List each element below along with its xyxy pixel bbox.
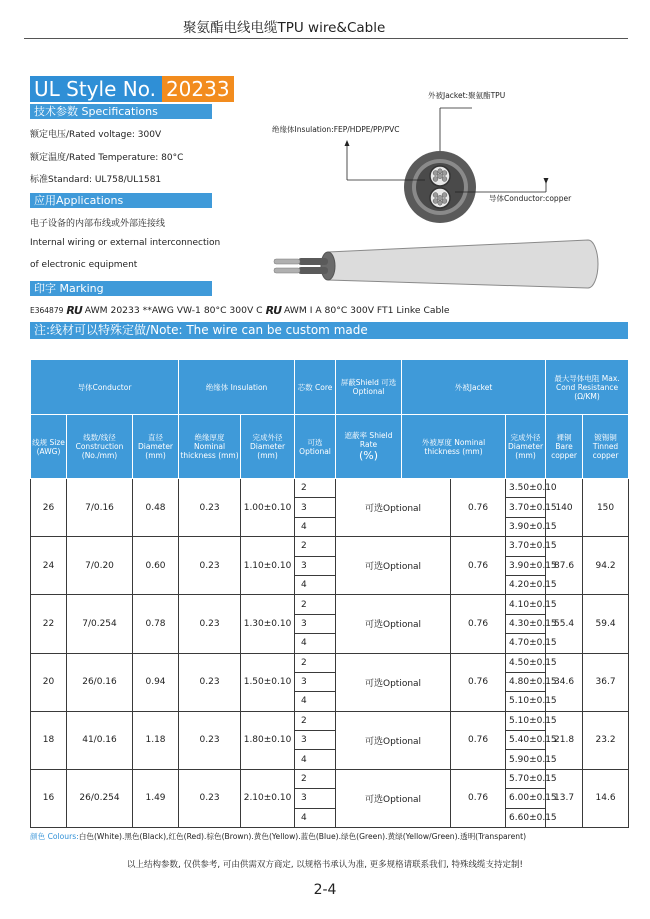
table-row <box>31 537 629 556</box>
cell-bare-copper: 55.4 <box>546 595 583 653</box>
cell-construction: 26/0.254 <box>67 769 133 827</box>
cell-core: 2 <box>295 537 336 556</box>
cell-insulation-diameter: 1.30±0.10 <box>241 595 295 653</box>
cell-jacket-diameter: 4.20±0.15 <box>506 575 546 594</box>
cell-bare-copper: 21.8 <box>546 711 583 769</box>
cell-core: 3 <box>295 614 336 633</box>
cell-jacket-diameter: 4.70±0.15 <box>506 634 546 653</box>
footnote: 以上结构参数, 仅供参考, 可由供需双方商定, 以规格书承认为准, 更多规格请联系我们, 特殊线缆支持定制! <box>127 860 523 870</box>
cell-jacket-diameter: 5.10±0.15 <box>506 711 546 730</box>
insulation-label: 绝缘体Insulation:FEP/HDPE/PP/PVC <box>272 125 400 134</box>
cell-tinned-copper: 36.7 <box>583 653 629 711</box>
header-size: 线规 Size (AWG) <box>31 415 67 479</box>
cell-insulation-diameter: 1.80±0.10 <box>241 711 295 769</box>
conductor-label: 导体Conductor:copper <box>489 194 572 203</box>
marking-text-1: AWM 20233 **AWG VW-1 80°C 300V C <box>84 305 263 316</box>
group-conductor: 导体Conductor <box>31 360 179 415</box>
insulation-arrow-icon <box>345 140 350 146</box>
cell-shield: 可选Optional <box>336 711 451 769</box>
marking-text-2: AWM I A 80°C 300V FT1 Linke Cable <box>284 305 450 316</box>
cell-jacket-thickness: 0.76 <box>451 537 506 595</box>
ul-logo: RU <box>66 304 82 317</box>
cell-insulation-diameter: 1.50±0.10 <box>241 653 295 711</box>
cell-jacket-diameter: 3.50±0.10 <box>506 479 546 498</box>
cell-core: 4 <box>295 575 336 594</box>
marking-text <box>30 304 450 317</box>
cell-tinned-copper: 150 <box>583 479 629 537</box>
cell-tinned-copper: 59.4 <box>583 595 629 653</box>
cable-illustration <box>260 80 630 295</box>
cell-jacket-thickness: 0.76 <box>451 769 506 827</box>
table-row <box>31 653 629 672</box>
cell-diameter: 0.60 <box>133 537 179 595</box>
header-shield-rate-label: 遮蔽率 Shield Rate <box>344 430 393 449</box>
cell-construction: 41/0.16 <box>67 711 133 769</box>
spec-table <box>30 359 629 828</box>
cell-awg: 26 <box>31 479 67 537</box>
cell-jacket-thickness: 0.76 <box>451 653 506 711</box>
cell-bare-copper: 34.6 <box>546 653 583 711</box>
page-number: 2-4 <box>313 882 337 898</box>
header-jacket-diameter: 完成外径 Diameter (mm) <box>506 415 546 479</box>
ul-style-title <box>30 76 234 102</box>
cell-jacket-diameter: 3.70±0.15 <box>506 498 546 517</box>
marking-heading: 印字 Marking <box>30 281 212 296</box>
cell-core: 3 <box>295 789 336 808</box>
rated-temperature: 额定温度/Rated Temperature: 80°C <box>30 153 184 163</box>
table-row <box>31 769 629 788</box>
colours-key: 颜色 Colours: <box>30 832 79 841</box>
colours-line <box>30 831 526 842</box>
standard: 标准Standard: UL758/UL1581 <box>30 175 162 185</box>
ul-style-label: UL Style No. <box>30 76 162 102</box>
header-shield-rate <box>336 415 402 479</box>
cell-awg: 20 <box>31 653 67 711</box>
conductor-arrow-icon <box>544 178 549 184</box>
cell-diameter: 0.48 <box>133 479 179 537</box>
ul-style-number: 20233 <box>162 76 234 102</box>
cell-tinned-copper: 14.6 <box>583 769 629 827</box>
cell-jacket-diameter: 5.70±0.15 <box>506 769 546 788</box>
table-row <box>31 479 629 498</box>
cell-core: 3 <box>295 556 336 575</box>
cell-diameter: 1.18 <box>133 711 179 769</box>
specifications-heading: 技术参数 Specifications <box>30 104 212 119</box>
rated-voltage: 额定电压/Rated voltage: 300V <box>30 130 162 140</box>
ul-logo: RU <box>265 304 281 317</box>
cell-jacket-diameter: 5.40±0.15 <box>506 731 546 750</box>
custom-note-bar: 注:线材可以特殊定做/Note: The wire can be custom made <box>30 322 628 339</box>
applications-heading: 应用Applications <box>30 193 212 208</box>
table-row <box>31 595 629 614</box>
cell-core: 2 <box>295 479 336 498</box>
header-insulation-thickness: 绝缘厚度 Nominal thickness (mm) <box>179 415 241 479</box>
cell-core: 2 <box>295 595 336 614</box>
cell-tinned-copper: 23.2 <box>583 711 629 769</box>
page-title: 聚氨酯电线电缆TPU wire&Cable <box>183 20 386 36</box>
cell-insulation-thickness: 0.23 <box>179 711 241 769</box>
cell-diameter: 0.78 <box>133 595 179 653</box>
cell-jacket-diameter: 5.10±0.15 <box>506 692 546 711</box>
cell-jacket-diameter: 4.80±0.15 <box>506 672 546 691</box>
marking-file-number: E364879 <box>30 306 64 315</box>
cell-jacket-diameter: 6.60±0.15 <box>506 808 546 827</box>
cell-core: 2 <box>295 711 336 730</box>
cell-jacket-diameter: 3.90±0.15 <box>506 556 546 575</box>
cell-bare-copper: 140 <box>546 479 583 537</box>
cell-jacket-diameter: 4.10±0.15 <box>506 595 546 614</box>
group-jacket: 外被Jacket <box>402 360 546 415</box>
cell-tinned-copper: 94.2 <box>583 537 629 595</box>
cell-diameter: 1.49 <box>133 769 179 827</box>
page-header <box>0 14 650 40</box>
header-construction: 线数/线径 Construction (No./mm) <box>67 415 133 479</box>
cell-jacket-thickness: 0.76 <box>451 595 506 653</box>
cable-side-view <box>274 240 598 288</box>
cell-construction: 7/0.20 <box>67 537 133 595</box>
cell-jacket-diameter: 4.50±0.15 <box>506 653 546 672</box>
cell-insulation-diameter: 1.00±0.10 <box>241 479 295 537</box>
cell-jacket-diameter: 4.30±0.15 <box>506 614 546 633</box>
cell-core: 3 <box>295 498 336 517</box>
cell-insulation-thickness: 0.23 <box>179 653 241 711</box>
colours-list: 白色(White).黑色(Black),红色(Red).棕色(Brown).黄色(Yellow).蓝色(Blue).绿色(Green).黄绿(Yellow/Green).透明(Transparent) <box>78 832 527 841</box>
cell-shield: 可选Optional <box>336 479 451 537</box>
cable-diagram <box>260 80 630 295</box>
cell-jacket-thickness: 0.76 <box>451 479 506 537</box>
group-shield: 屏蔽Shield 可选 Optional <box>336 360 402 415</box>
header-bare-copper: 裸铜 Bare copper <box>546 415 583 479</box>
cell-insulation-thickness: 0.23 <box>179 537 241 595</box>
cell-shield: 可选Optional <box>336 595 451 653</box>
cell-awg: 18 <box>31 711 67 769</box>
cell-awg: 22 <box>31 595 67 653</box>
cell-construction: 7/0.254 <box>67 595 133 653</box>
cell-jacket-thickness: 0.76 <box>451 711 506 769</box>
header-jacket-thickness: 外被厚度 Nominal thickness (mm) <box>402 415 506 479</box>
cell-core: 4 <box>295 517 336 536</box>
cell-core: 4 <box>295 808 336 827</box>
jacket-label: 外被Jacket:聚氨酯TPU <box>428 91 506 100</box>
cell-awg: 16 <box>31 769 67 827</box>
cell-diameter: 0.94 <box>133 653 179 711</box>
applications-line-3: of electronic equipment <box>30 260 138 270</box>
cell-jacket-diameter: 3.70±0.15 <box>506 537 546 556</box>
header-insulation-diameter: 完成外径 Diameter (mm) <box>241 415 295 479</box>
cell-core: 3 <box>295 731 336 750</box>
cell-core: 3 <box>295 672 336 691</box>
cell-construction: 7/0.16 <box>67 479 133 537</box>
cell-shield: 可选Optional <box>336 653 451 711</box>
group-core: 芯数 Core <box>295 360 336 415</box>
cell-insulation-thickness: 0.23 <box>179 769 241 827</box>
cell-shield: 可选Optional <box>336 769 451 827</box>
cell-insulation-diameter: 1.10±0.10 <box>241 537 295 595</box>
cell-insulation-diameter: 2.10±0.10 <box>241 769 295 827</box>
cell-core: 4 <box>295 634 336 653</box>
cell-core: 4 <box>295 750 336 769</box>
cell-core: 4 <box>295 692 336 711</box>
applications-line-2: Internal wiring or external interconnection <box>30 238 221 248</box>
cell-bare-copper: 87.6 <box>546 537 583 595</box>
cell-bare-copper: 13.7 <box>546 769 583 827</box>
cell-jacket-diameter: 6.00±0.15 <box>506 789 546 808</box>
cell-jacket-diameter: 5.90±0.15 <box>506 750 546 769</box>
cell-core: 2 <box>295 769 336 788</box>
table-row <box>31 711 629 730</box>
cell-insulation-thickness: 0.23 <box>179 479 241 537</box>
header-tinned-copper: 镀锡铜 Tinned copper <box>583 415 629 479</box>
cell-insulation-thickness: 0.23 <box>179 595 241 653</box>
header-shield-rate-unit: (%) <box>359 448 379 462</box>
group-insulation: 绝缘体 Insulation <box>179 360 295 415</box>
header-core-optional: 可选 Optional <box>295 415 336 479</box>
group-resistance: 最大导体电阻 Max. Cond Resistance (Ω/KM) <box>546 360 629 415</box>
applications-line-1: 电子设备的内部布线或外部连接线 <box>30 219 166 229</box>
cable-cross-section <box>404 151 476 223</box>
cell-jacket-diameter: 3.90±0.15 <box>506 517 546 536</box>
cell-construction: 26/0.16 <box>67 653 133 711</box>
header-diameter: 直径 Diameter (mm) <box>133 415 179 479</box>
cell-core: 2 <box>295 653 336 672</box>
cell-shield: 可选Optional <box>336 537 451 595</box>
cell-awg: 24 <box>31 537 67 595</box>
header-rule <box>24 38 628 39</box>
